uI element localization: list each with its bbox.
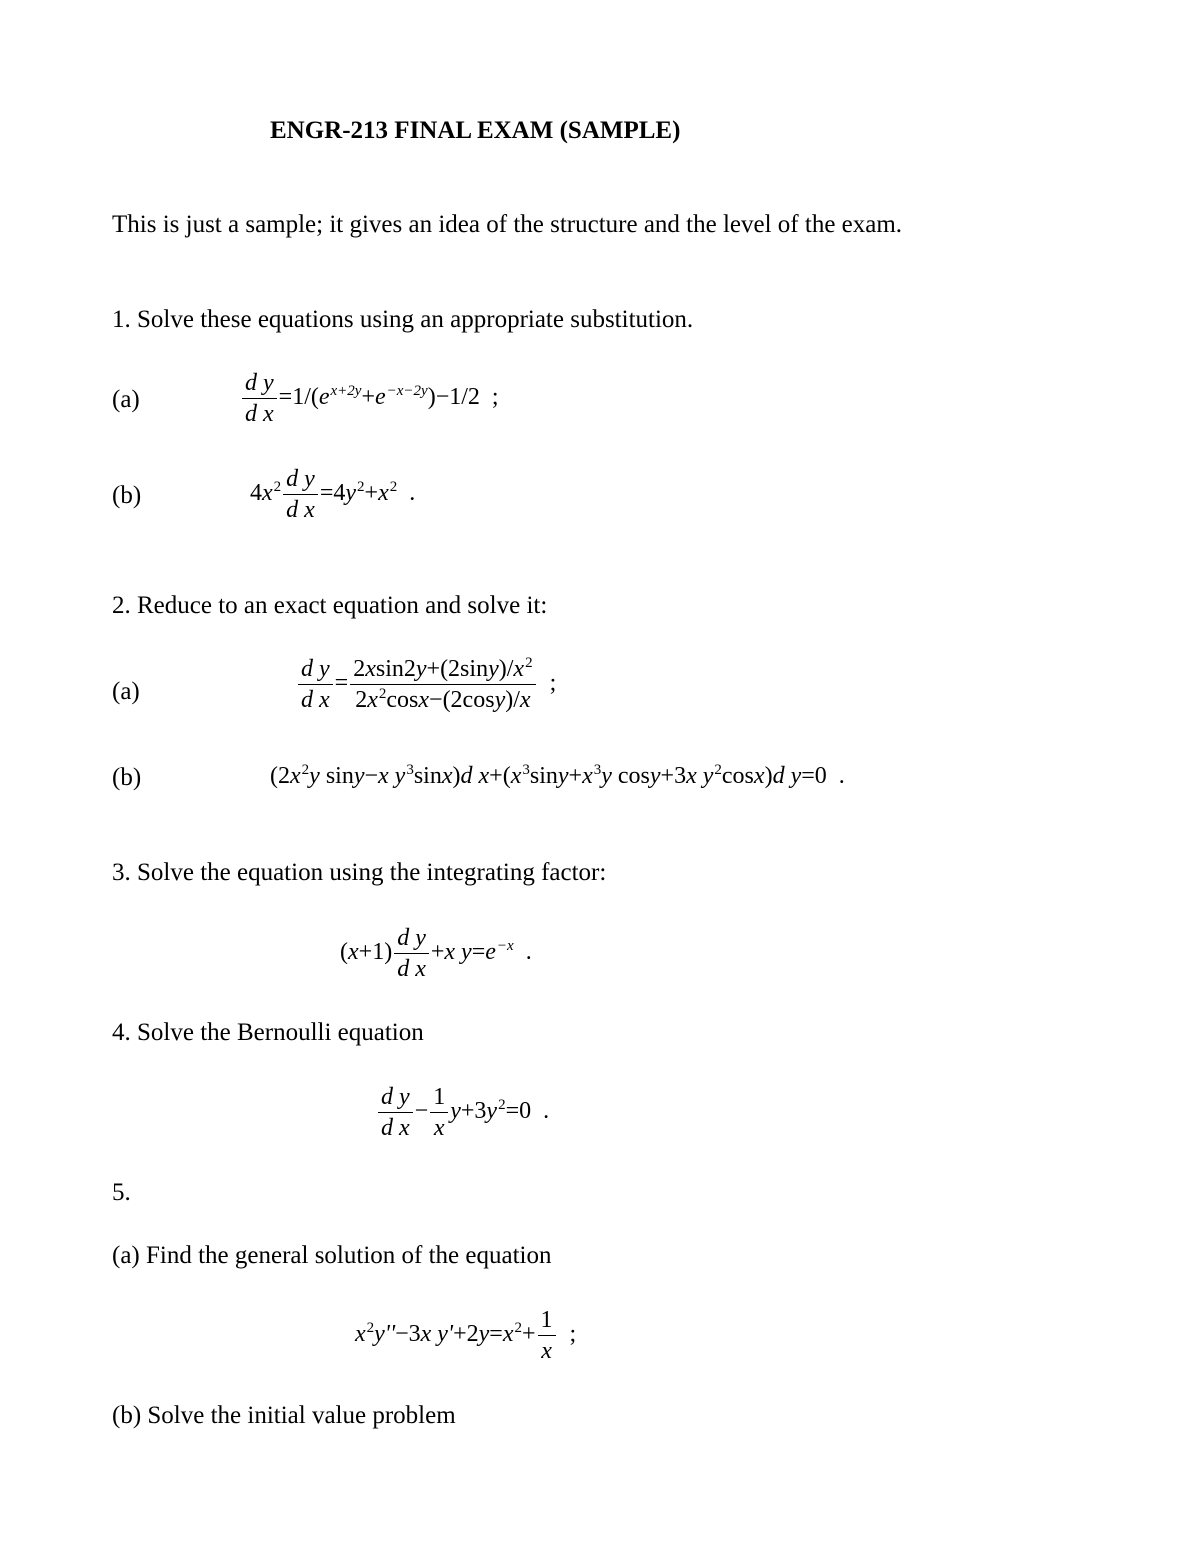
problem-2b-label: (b)	[112, 764, 142, 791]
problem-5a-text: (a) Find the general solution of the equation	[112, 1242, 552, 1269]
problem-3-heading: 3. Solve the equation using the integrating factor:	[112, 859, 607, 886]
problem-5b-text: (b) Solve the initial value problem	[112, 1402, 456, 1429]
problem-5-heading: 5.	[112, 1179, 131, 1206]
intro-text: This is just a sample; it gives an idea of the structure and the level of the exam.	[112, 211, 903, 238]
problem-2a-equation: $\frac{\text{d y}}{\text{d x}}$ = $\frac{2xsin2y+(2\sin y)/x^2}{2x^2\cos x-(2\cos y)/x}$ ;	[296, 654, 556, 715]
problem-1a-equation: $\frac{\text{d y}}{\text{d x}}$ $=1/(e^{x+2y}+e^{-x-2y})-1/2$ ;	[240, 368, 499, 429]
problem-3-equation: (x+1) $\frac{\text{d y}}{\text{d x}}$ +x $y=e^{-x}$ .	[340, 925, 532, 982]
problem-5a-equation: $x^2y''-3x$ $y'+2y=x^2+$ $\frac{1}{x}$ ;	[355, 1307, 577, 1364]
problem-1a-label: (a)	[112, 386, 140, 413]
problem-4-equation: $\frac{\text{d y}}{\text{d x}}$ − $\frac{1}{x}$ $y+3y^2=0$ .	[376, 1082, 549, 1143]
problem-1b-label: (b)	[112, 482, 142, 509]
problem-1b-equation: $4x^2$ $\frac{\text{d y}}{\text{d x}}$ $=4y^2+x^2$ .	[250, 466, 416, 523]
problem-2a-label: (a)	[112, 678, 140, 705]
problem-4-heading: 4. Solve the Bernoulli equation	[112, 1019, 424, 1046]
problem-2b-equation: ($2x^2y$ siny−x $y^3\sin x)d$ $x+(x^3\sin y+x^3y$ cosy+3x $y^2\cos x)d$ y=0 .	[270, 762, 845, 789]
exam-title: ENGR-213 FINAL EXAM (SAMPLE)	[270, 117, 681, 144]
problem-1-heading: 1. Solve these equations using an appropriate substitution.	[112, 306, 694, 333]
problem-2-heading: 2. Reduce to an exact equation and solve it:	[112, 592, 548, 619]
